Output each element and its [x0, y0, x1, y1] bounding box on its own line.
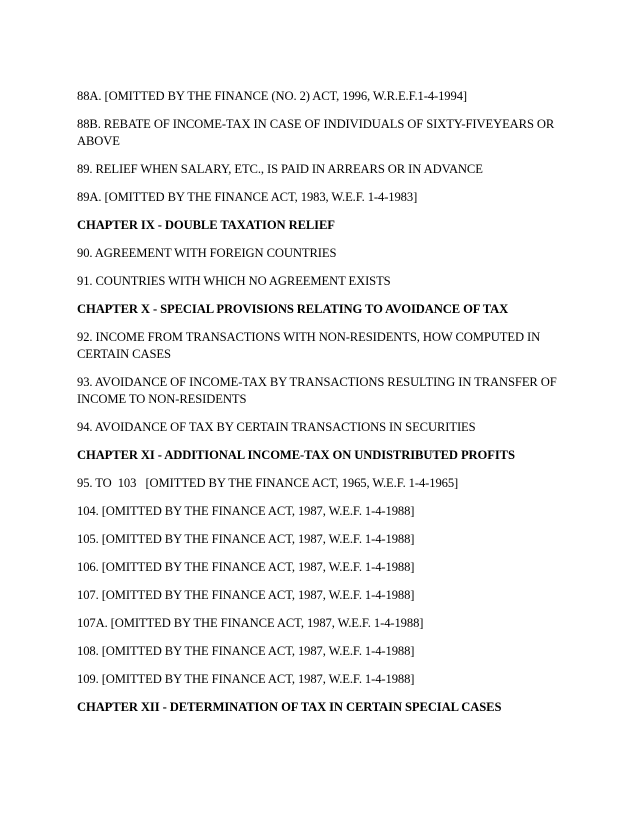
- entry-92: 92. INCOME FROM TRANSACTIONS WITH NON-RESIDENTS, HOW COMPUTED IN CERTAIN CASES: [77, 330, 541, 361]
- entry-88b: 88B. REBATE OF INCOME-TAX IN CASE OF INDIVIDUALS OF SIXTY-FIVEYEARS OR ABOVE: [77, 117, 555, 148]
- chapter-heading-xi: CHAPTER XI - ADDITIONAL INCOME-TAX ON UNDISTRIBUTED PROFITS: [77, 448, 515, 462]
- entry-90: 90. AGREEMENT WITH FOREIGN COUNTRIES: [77, 246, 337, 260]
- entry-95-to-103: 95. TO 103 [OMITTED BY THE FINANCE ACT, 1965, W.E.F. 1-4-1965]: [77, 476, 459, 490]
- entry-106: 106. [OMITTED BY THE FINANCE ACT, 1987, W.E.F. 1-4-1988]: [77, 560, 415, 574]
- chapter-heading-x: CHAPTER X - SPECIAL PROVISIONS RELATING TO AVOIDANCE OF TAX: [77, 302, 509, 316]
- entry-89: 89. RELIEF WHEN SALARY, ETC., IS PAID IN ARREARS OR IN ADVANCE: [77, 162, 483, 176]
- entry-107: 107. [OMITTED BY THE FINANCE ACT, 1987, W.E.F. 1-4-1988]: [77, 588, 415, 602]
- entry-104: 104. [OMITTED BY THE FINANCE ACT, 1987, W.E.F. 1-4-1988]: [77, 504, 415, 518]
- chapter-heading-xii: CHAPTER XII - DETERMINATION OF TAX IN CERTAIN SPECIAL CASES: [77, 700, 502, 714]
- entry-108: 108. [OMITTED BY THE FINANCE ACT, 1987, W.E.F. 1-4-1988]: [77, 644, 415, 658]
- chapter-heading-ix: CHAPTER IX - DOUBLE TAXATION RELIEF: [77, 218, 335, 232]
- entry-88a: 88A. [OMITTED BY THE FINANCE (NO. 2) ACT, 1996, W.R.E.F.1-4-1994]: [77, 89, 467, 103]
- document-page: [77, 88, 567, 727]
- entry-93: 93. AVOIDANCE OF INCOME-TAX BY TRANSACTIONS RESULTING IN TRANSFER OF INCOME TO NON-RESIDENTS: [77, 375, 557, 406]
- entry-91: 91. COUNTRIES WITH WHICH NO AGREEMENT EXISTS: [77, 274, 391, 288]
- entry-107a: 107A. [OMITTED BY THE FINANCE ACT, 1987, W.E.F. 1-4-1988]: [77, 616, 424, 630]
- entry-109: 109. [OMITTED BY THE FINANCE ACT, 1987, W.E.F. 1-4-1988]: [77, 672, 415, 686]
- entry-105: 105. [OMITTED BY THE FINANCE ACT, 1987, W.E.F. 1-4-1988]: [77, 532, 415, 546]
- entry-94: 94. AVOIDANCE OF TAX BY CERTAIN TRANSACTIONS IN SECURITIES: [77, 420, 476, 434]
- entry-89a: 89A. [OMITTED BY THE FINANCE ACT, 1983, W.E.F. 1-4-1983]: [77, 190, 418, 204]
